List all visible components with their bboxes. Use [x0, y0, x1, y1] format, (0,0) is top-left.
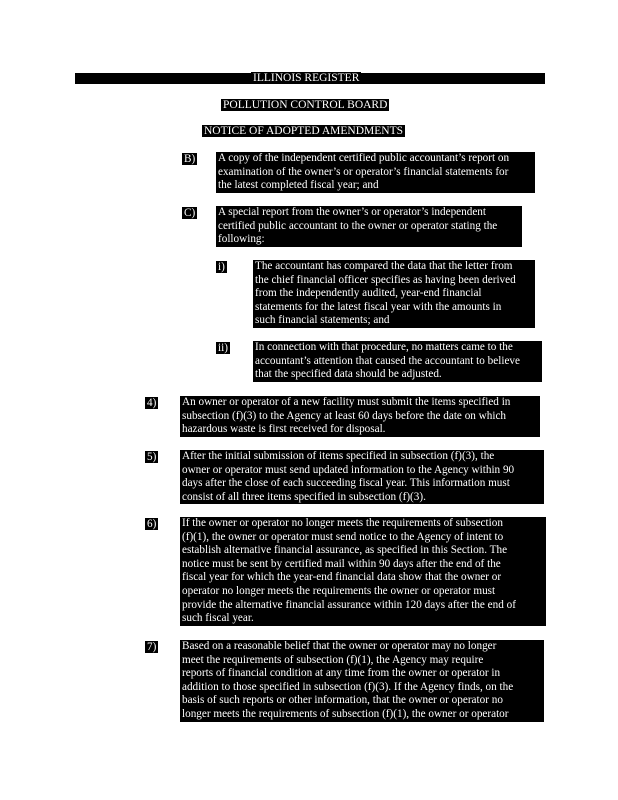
board-title: POLLUTION CONTROL BOARD [223, 99, 388, 111]
paragraph: Based on a reasonable belief that the owner or operator may no longer meet the requirements of subsection (f)(1), the Agency may require reports of financial condition at any time from the owner or operator in addition to those specified in subsection (f)(3). If the Agency finds, on the basis of such reports or other information, that the owner or operator no longer meets the requirements of subsection (f)(1), the owner or operator [180, 640, 544, 722]
item-marker: 7) [147, 641, 157, 653]
item-marker: B) [184, 153, 196, 165]
item-marker: 6) [147, 518, 157, 530]
register-title: ILLINOIS REGISTER [253, 72, 360, 84]
paragraph: After the initial submission of items specified in subsection (f)(3), the owner or operator must send updated information to the Agency within 90 days after the close of each succeeding fiscal year. This information must consist of all three items specified in subsection (f)(3). [180, 450, 544, 504]
item-marker: 5) [147, 451, 157, 463]
paragraph: A special report from the owner’s or operator’s independent certified public accountant to the owner or operator stating the following: [216, 206, 522, 247]
paragraph: An owner or operator of a new facility must submit the items specified in subsection (f)(3) to the Agency at least 60 days before the date on which hazardous waste is first received for disposal. [180, 396, 540, 437]
item-marker: ii) [218, 342, 228, 354]
item-marker: i) [218, 261, 225, 273]
item-marker: 4) [147, 397, 157, 409]
paragraph: In connection with that procedure, no matters came to the accountant’s attention that caused the accountant to believe that the specified data should be adjusted. [253, 341, 542, 382]
notice-title: NOTICE OF ADOPTED AMENDMENTS [204, 125, 404, 137]
paragraph: If the owner or operator no longer meets the requirements of subsection (f)(1), the owner or operator must send notice to the Agency of intent to establish alternative financial assurance, as specified in this Section. The notice must be sent by certified mail within 90 days after the end of the fiscal year for which the year-end financial data show that the owner or operator no longer meets the requirements the owner or operator must provide the alternative financial assurance within 120 days after the end of such fiscal year. [180, 517, 546, 626]
paragraph: The accountant has compared the data that the letter from the chief financial officer specifies as having been derived from the independently audited, year-end financial statements for the latest fiscal year with the amounts in such financial statements; and [253, 260, 535, 328]
paragraph: A copy of the independent certified public accountant’s report on examination of the owner’s or operator’s financial statements for the latest completed fiscal year; and [216, 152, 535, 193]
item-marker: C) [184, 207, 196, 219]
